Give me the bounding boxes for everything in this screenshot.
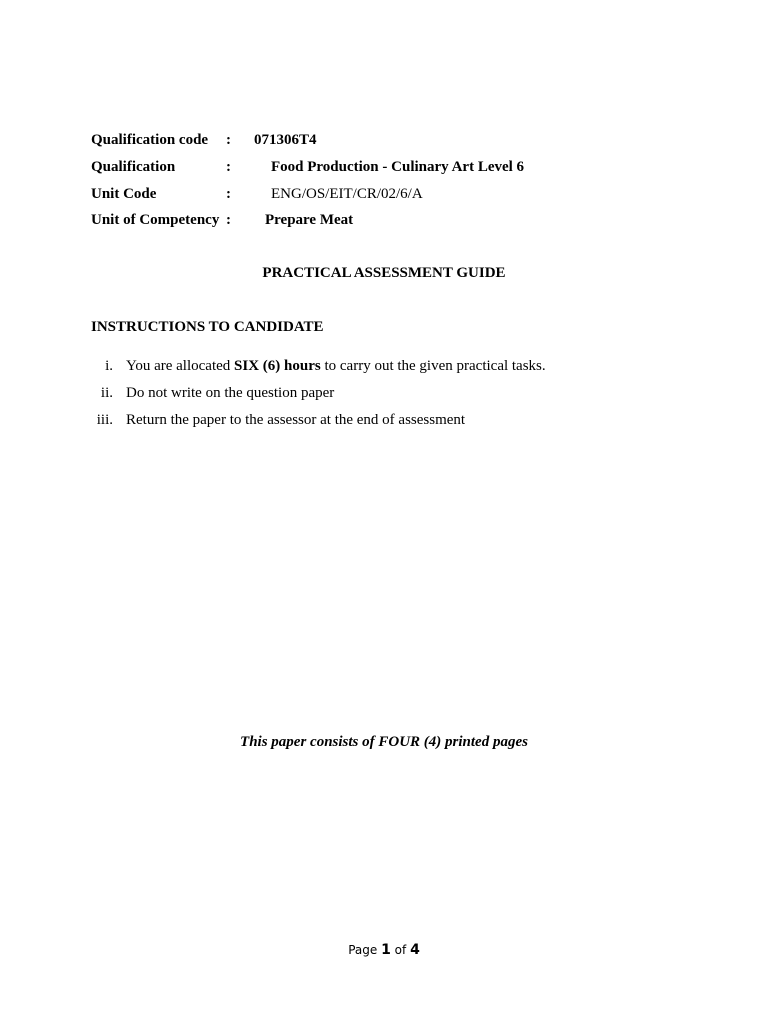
instruction-text-part: You are allocated (126, 358, 235, 374)
unit-of-competency-colon: : (226, 212, 231, 228)
instruction-text: Do not write on the question paper (126, 385, 335, 401)
unit-of-competency-label: Unit of Competency (91, 212, 220, 228)
page-word: Page (348, 943, 378, 957)
instruction-text-part: to carry out the given practical tasks. (320, 358, 546, 374)
unit-of-competency-value: Prepare Meat (265, 212, 354, 228)
instruction-number: ii. (100, 385, 113, 401)
qualification-colon: : (226, 159, 231, 175)
instructions-heading: INSTRUCTIONS TO CANDIDATE (91, 319, 324, 335)
qualification-code-value: 071306T4 (254, 132, 317, 148)
qualification-code-label: Qualification code (91, 132, 209, 148)
qualification-label: Qualification (91, 159, 176, 175)
unit-code-colon: : (226, 186, 231, 202)
unit-code-label: Unit Code (91, 186, 157, 202)
qualification-value: Food Production - Culinary Art Level 6 (271, 159, 525, 175)
printed-pages-note: This paper consists of FOUR (4) printed pages (240, 734, 528, 750)
instruction-text (126, 356, 546, 376)
qualification-code-colon: : (226, 132, 231, 148)
instruction-text: Return the paper to the assessor at the end of assessment (126, 412, 466, 428)
instruction-time-emphasis: SIX (6) hours (234, 358, 321, 374)
document-title: PRACTICAL ASSESSMENT GUIDE (262, 265, 506, 281)
of-word: of (394, 943, 407, 957)
current-page-number: 1 (381, 942, 391, 958)
page-number-footer (0, 941, 768, 959)
instruction-number: i. (105, 358, 113, 374)
total-page-count: 4 (410, 942, 420, 958)
instruction-number: iii. (96, 412, 113, 428)
unit-code-value: ENG/OS/EIT/CR/02/6/A (271, 186, 423, 202)
